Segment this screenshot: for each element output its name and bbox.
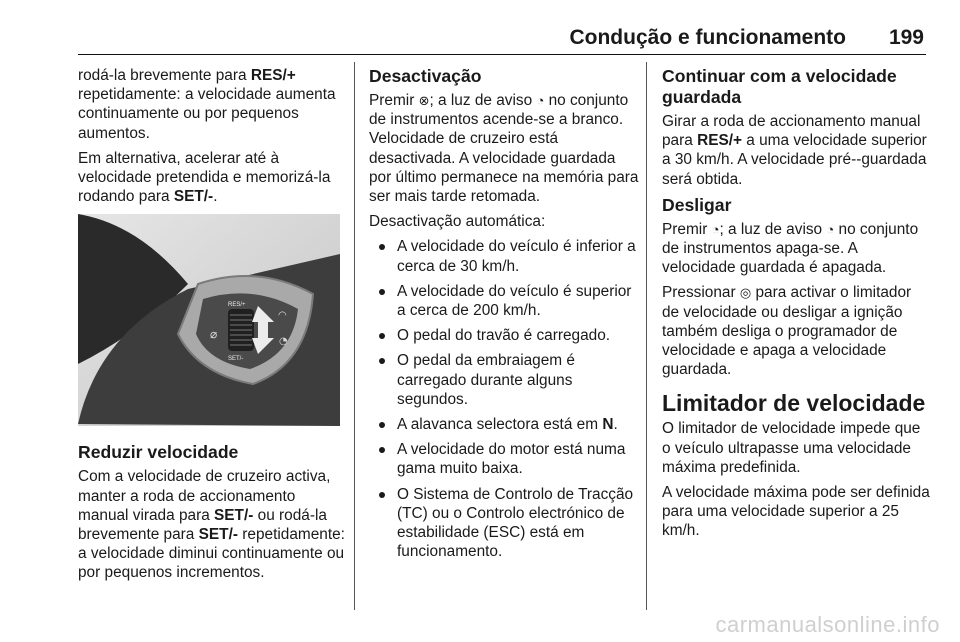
text: no conjunto de instrumentos apaga-se. A velocidade guardada é apagada. <box>662 220 919 277</box>
text: . <box>213 188 218 206</box>
cruise-cancel-icon: ⊗ <box>418 93 430 108</box>
text: ou rodá-la brevemente para <box>78 506 327 544</box>
watermark: carmanualsonline.info <box>715 612 940 637</box>
column-left <box>78 66 346 589</box>
text: A alavanca selectora está em <box>397 416 603 434</box>
text: ; a luz de aviso <box>429 92 537 109</box>
text: Com a velocidade de cruzeiro activa, manter a roda de accionamento manual virada para <box>78 468 331 524</box>
control-label: RES/+ <box>697 132 743 150</box>
list-item: A velocidade do motor está numa gama muito baixa. <box>369 440 639 478</box>
list-item: O Sistema de Controlo de Tracção (TC) ou o Controlo electrónico de estabilidade (ESC) está em funcionamento. <box>369 485 639 562</box>
text: Pressionar <box>662 284 740 302</box>
text: a uma velocidade superior a 30 km/h. A velocidade pré--guardada será obtida. <box>662 132 927 188</box>
cruise-control-warning-icon: ◔ <box>536 93 545 108</box>
steering-wheel-controls-photo <box>78 214 340 426</box>
text: ; a luz de aviso <box>719 220 827 238</box>
control-label: SET/- <box>173 188 214 206</box>
cruise-control-icon: ◔ <box>711 221 720 237</box>
paragraph <box>662 283 930 379</box>
cruise-control-warning-icon: ◔ <box>826 221 835 237</box>
list-item: O pedal do travão é carregado. <box>369 326 639 345</box>
section-title: Condução e funcionamento <box>569 26 846 49</box>
text: repetidamente: a velocidade aumenta continuamente ou por pequenos aumentos. <box>78 86 336 142</box>
svg-text:◔: ◔ <box>279 336 288 348</box>
gear-label: N <box>602 416 614 434</box>
text: rodá-la brevemente para <box>78 67 251 84</box>
paragraph <box>662 112 930 189</box>
paragraph <box>662 220 930 278</box>
control-label: SET/- <box>214 506 254 524</box>
paragraph <box>78 467 346 582</box>
heading-deactivation: Desactivação <box>369 66 482 86</box>
auto-deactivation-list <box>369 237 639 561</box>
paragraph: A velocidade máxima pode ser definida para uma velocidade superior a 25 km/h. <box>662 484 930 540</box>
page-header <box>78 26 926 55</box>
list-item: O pedal da embraiagem é carregado durante alguns segundos. <box>369 351 639 409</box>
control-label: RES/+ <box>250 67 296 84</box>
column-divider <box>354 62 355 610</box>
column-divider <box>646 62 647 610</box>
paragraph <box>369 91 639 206</box>
svg-text:⌀: ⌀ <box>210 327 218 342</box>
list-item <box>369 415 639 434</box>
paragraph <box>78 66 346 143</box>
text: . <box>613 416 618 434</box>
list-item: A velocidade do veículo é inferior a cerca de 30 km/h. <box>369 237 639 275</box>
page-number: 199 <box>888 26 924 49</box>
heading-speed-limiter: Limitador de velocidade <box>662 390 926 417</box>
column-middle <box>369 66 639 567</box>
res-label: RES/+ <box>228 302 246 309</box>
set-label: SET/- <box>228 356 244 363</box>
text: no conjunto de instrumentos acende-se a branco. Velocidade de cruzeiro está desactivada. A velocidade guardada por último permanece na memória para ser mais tarde retomada. <box>369 92 639 206</box>
text: repetidamente: a velocidade diminui continuamente ou por pequenos incrementos. <box>78 526 345 582</box>
text: Em alternativa, acelerar até à velocidade pretendida e memorizá-la rodando para <box>78 149 331 206</box>
text: Premir <box>369 92 419 109</box>
heading-reduce-speed: Reduzir velocidade <box>78 442 239 463</box>
text: Premir <box>662 220 712 238</box>
column-right <box>662 66 930 547</box>
text: Girar a roda de accionamento manual para <box>662 113 921 150</box>
control-label: SET/- <box>198 526 238 544</box>
heading-switch-off: Desligar <box>662 194 732 215</box>
paragraph <box>78 149 346 207</box>
paragraph: O limitador de velocidade impede que o veículo ultrapasse uma velocidade máxima predefinida. <box>662 420 921 476</box>
text: para activar o limitador de velocidade ou desligar a ignição também desliga o programador de velocidade e apaga a velocidade guardada. <box>662 284 912 379</box>
heading-resume-speed: Continuar com a velocidade guardada <box>662 66 897 107</box>
svg-text:◠: ◠ <box>278 310 287 322</box>
speed-limiter-icon: ◎ <box>739 285 752 301</box>
paragraph: Desactivação automática: <box>369 213 546 231</box>
list-item: A velocidade do veículo é superior a cerca de 200 km/h. <box>369 282 639 320</box>
